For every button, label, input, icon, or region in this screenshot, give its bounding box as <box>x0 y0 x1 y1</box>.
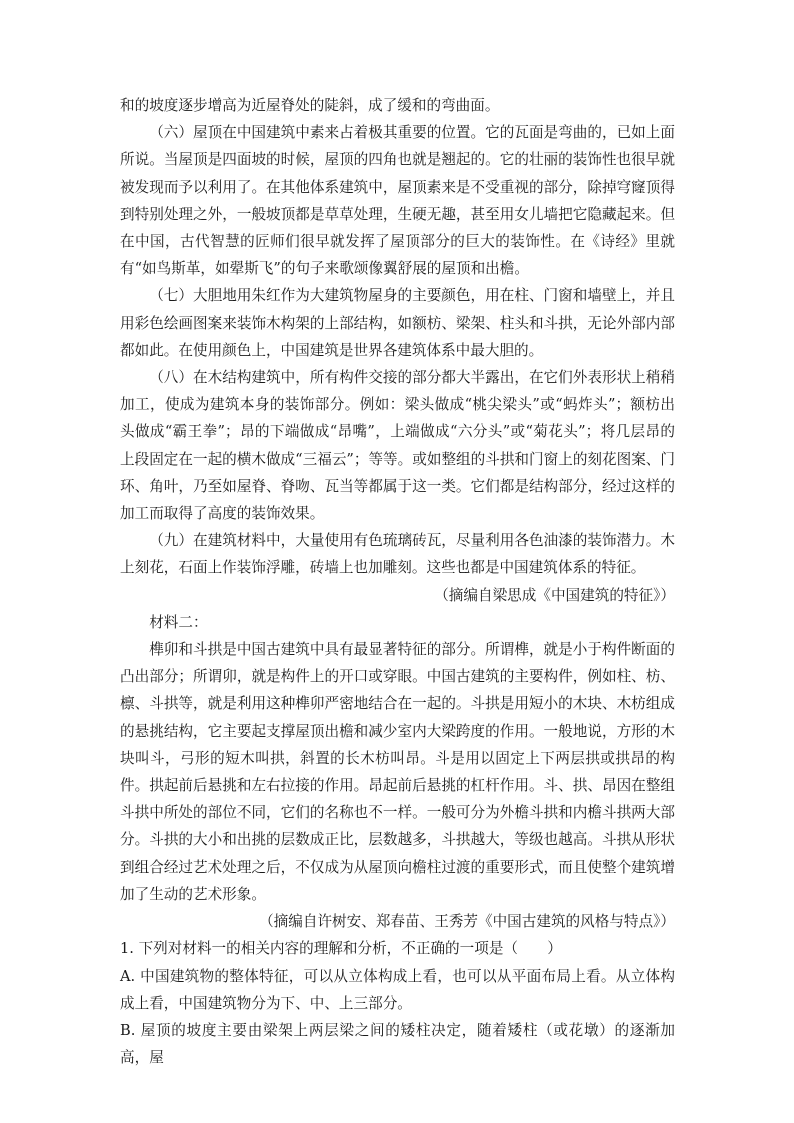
source-citation-two: （摘编自许树安、郑春苗、王秀芳《中国古建筑的风格与特点》） <box>259 913 675 931</box>
material-two-paragraph: 榫卯和斗拱是中国古建筑中具有最显著特征的部分。所谓榫，就是小于构件断面的凸出部分；所谓卯，就是构件上的开口或穿眼。中国古建筑的主要构件，例如柱、枋、檩、斗拱等，就是利用这种榫卯严密地结合在一起的。斗拱是用短小的木块、木枋组成的悬挑结构，它主要起支撑屋顶出檐和减少室内大梁跨度的作用。一般地说，方形的木块叫斗，弓形的短木叫拱，斜置的长木枋叫昂。斗是用以固定上下两层拱或拱昂的构件。拱起前后悬挑和左右拉接的作用。昂起前后悬挑的杠杆作用。斗、拱、昂因在整组斗拱中所处的部位不同，它们的名称也不一样。一般可分为外檐斗拱和内檐斗拱两大部分。斗拱的大小和出挑的层数成正比，层数越多，斗拱越大，等级也越高。斗拱从形状到组合经过艺术处理之后，不仅成为从屋顶向檐柱过渡的重要形式，而且使整个建筑增加了生动的艺术形象。 <box>120 641 675 903</box>
question-one-stem: 1. 下列对材料一的相关内容的理解和分析，不正确的一项是（ ） <box>120 940 562 958</box>
paragraph-nine: （九）在建筑材料中，大量使用有色琉璃砖瓦，尽量利用各色油漆的装饰潜力。木上刻花，石面上作装饰浮雕，砖墙上也加雕刻。这些也都是中国建筑体系的特征。 <box>120 532 675 577</box>
paragraph-continuation: 和的坡度逐步增高为近屋脊处的陡斜，成了缓和的弯曲面。 <box>120 97 500 114</box>
source-citation-one: （摘编自梁思成《中国建筑的特征》） <box>434 586 675 604</box>
paragraph-six: （六）屋顶在中国建筑中素来占着极其重要的位置。它的瓦面是弯曲的，已如上面所说。当屋顶是四面坡的时候，屋顶的四角也就是翘起的。它的壮丽的装饰性也很早就被发现而予以利用了。在其他体系建筑中，屋顶素来是不受重视的部分，除掉穹窿顶得到特别处理之外，一般坡顶都是草草处理，生硬无趣，甚至用女儿墙把它隐藏起来。但在中国，古代智慧的匠师们很早就发挥了屋顶部分的巨大的装饰性。在《诗经》里就有“如鸟斯革，如翚斯飞”的句子来歌颂像翼舒展的屋顶和出檐。 <box>120 124 675 278</box>
paragraph-eight: （八）在木结构建筑中，所有构件交接的部分都大半露出，在它们外表形状上稍稍加工，使成为建筑本身的装饰部分。例如：梁头做成“桃尖梁头”或“蚂炸头”；额枋出头做成“霸王拳”；昂的下端做成“昂嘴”，上端做成“六分头”或“菊花头”；将几层昂的上段固定在一起的横木做成“三福云”；等等。或如整组的斗拱和门窗上的刻花图案、门环、角叶，乃至如屋脊、脊吻、瓦当等都属于这一类。它们都是结构部分，经过这样的加工而取得了高度的装饰效果。 <box>120 369 675 523</box>
question-one-option-a: A. 中国建筑物的整体特征，可以从立体构成上看，也可以从平面布局上看。从立体构成上看，中国建筑物分为下、中、上三部分。 <box>120 967 675 1012</box>
material-two-label: 材料二： <box>149 613 208 631</box>
document-body <box>120 92 675 1071</box>
paragraph-seven: （七）大胆地用朱红作为大建筑物屋身的主要颜色，用在柱、门窗和墙壁上，并且用彩色绘画图案来装饰木构架的上部结构，如额枋、梁架、柱头和斗拱，无论外部内部都如此。在使用颜色上，中国建筑是世界各建筑体系中最大胆的。 <box>120 287 675 359</box>
question-one-option-b: B. 屋顶的坡度主要由梁架上两层梁之间的矮柱决定，随着矮柱（或花墩）的逐渐加高，屋 <box>120 1021 675 1067</box>
